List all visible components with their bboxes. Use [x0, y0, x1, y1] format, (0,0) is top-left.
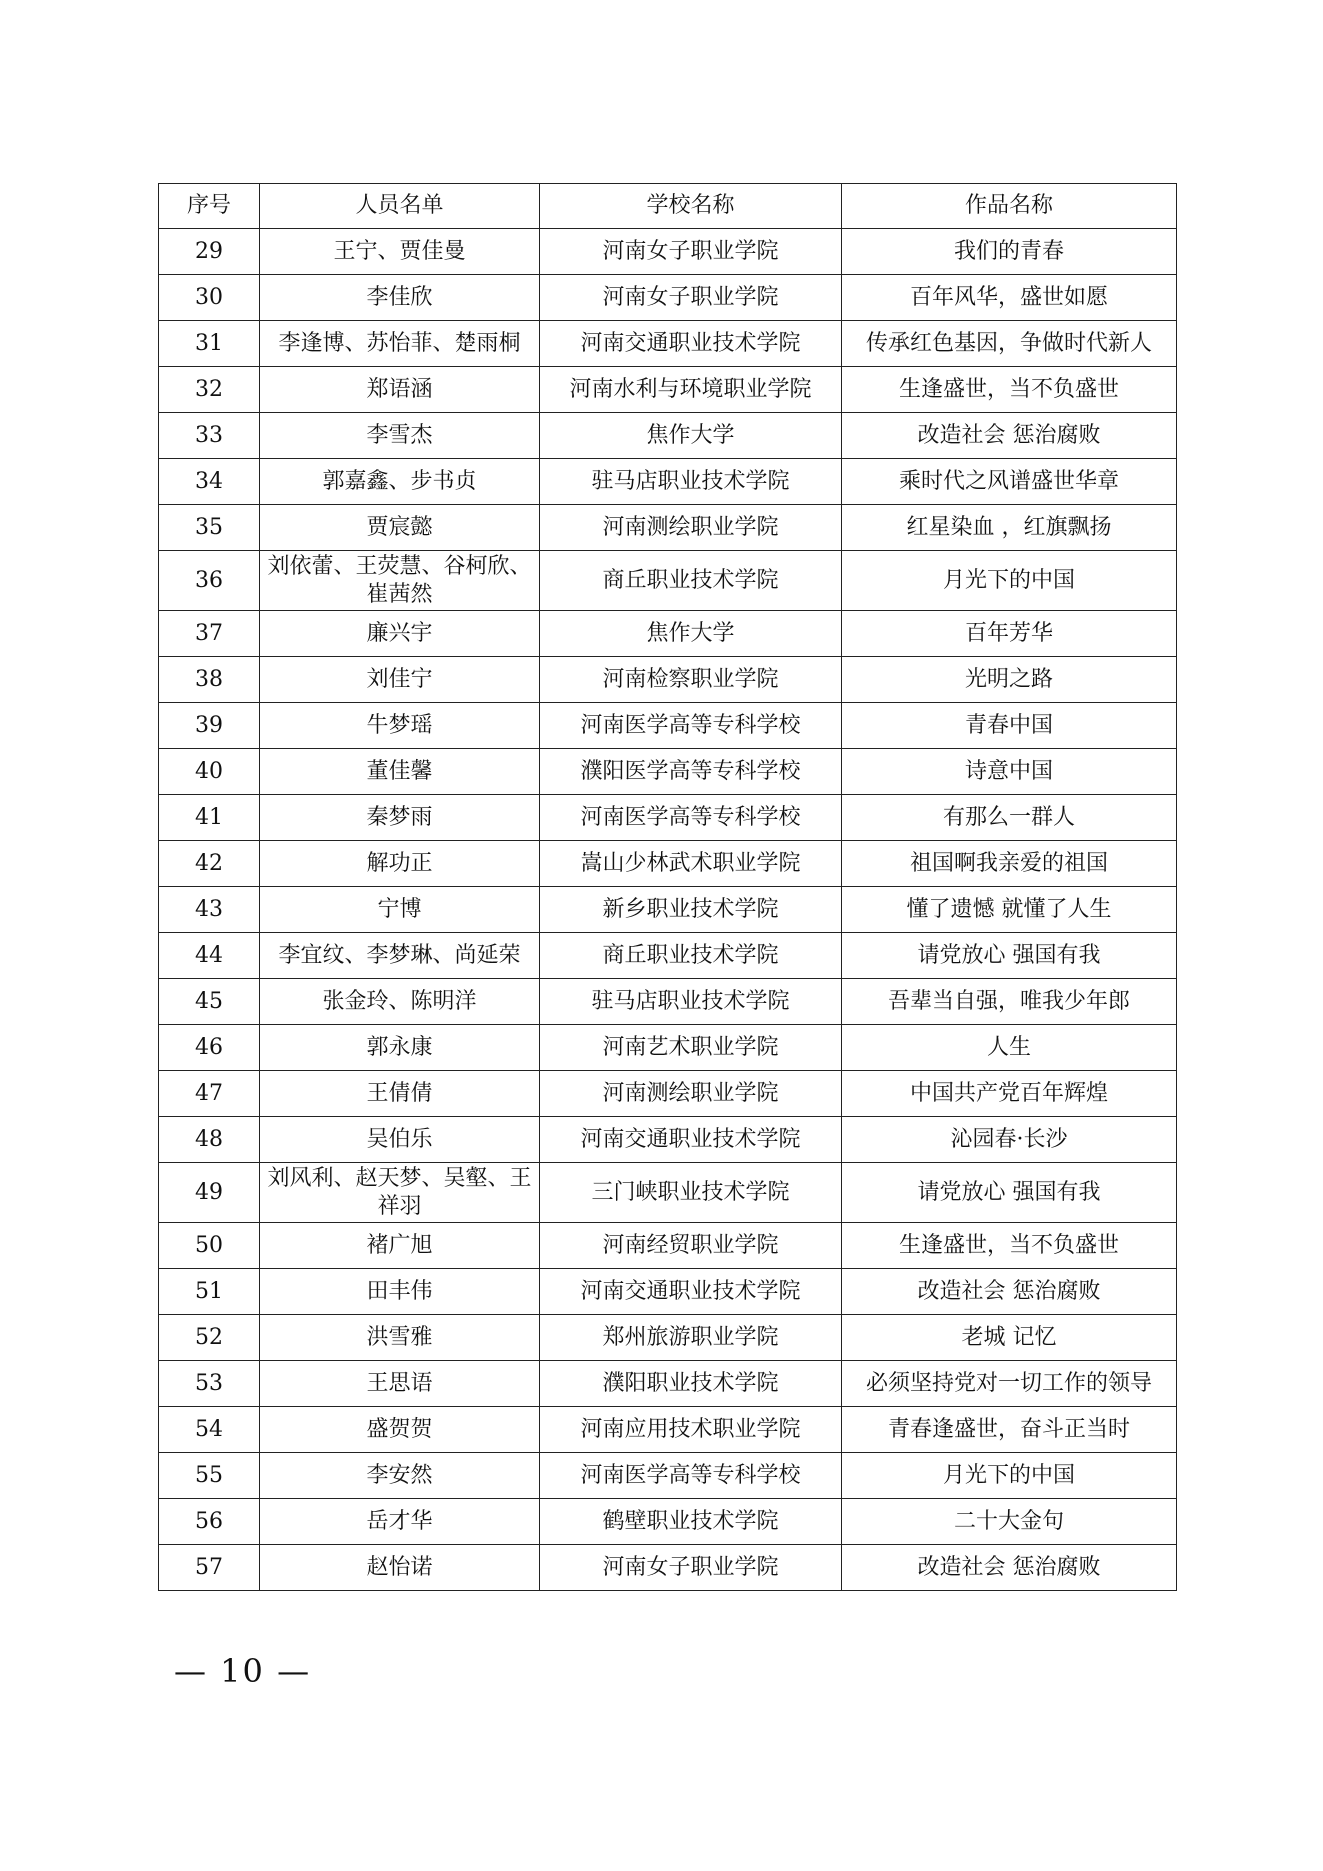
cell-school: 嵩山少林武术职业学院: [540, 841, 842, 887]
cell-index: 42: [159, 841, 260, 887]
cell-school: 焦作大学: [540, 413, 842, 459]
table-row: [159, 505, 1177, 551]
cell-school: 焦作大学: [540, 611, 842, 657]
table-row: [159, 1163, 1177, 1223]
cell-index: 48: [159, 1117, 260, 1163]
table-row: [159, 795, 1177, 841]
cell-school: 河南应用技术职业学院: [540, 1407, 842, 1453]
cell-members: 王思语: [260, 1361, 540, 1407]
cell-index: 47: [159, 1071, 260, 1117]
table-row: [159, 1499, 1177, 1545]
cell-index: 44: [159, 933, 260, 979]
cell-index: 53: [159, 1361, 260, 1407]
cell-school: 河南女子职业学院: [540, 1545, 842, 1591]
cell-index: 29: [159, 229, 260, 275]
cell-work-title: 生逢盛世，当不负盛世: [842, 1223, 1177, 1269]
cell-members: 宁博: [260, 887, 540, 933]
cell-work-title: 改造社会 惩治腐败: [842, 413, 1177, 459]
table-row: [159, 749, 1177, 795]
cell-members: 李佳欣: [260, 275, 540, 321]
table-row: [159, 887, 1177, 933]
cell-members: 田丰伟: [260, 1269, 540, 1315]
cell-members: 褚广旭: [260, 1223, 540, 1269]
table-row: [159, 1315, 1177, 1361]
cell-work-title: 请党放心 强国有我: [842, 1163, 1177, 1223]
cell-index: 51: [159, 1269, 260, 1315]
cell-work-title: 乘时代之风谱盛世华章: [842, 459, 1177, 505]
cell-school: 濮阳职业技术学院: [540, 1361, 842, 1407]
cell-school: 河南女子职业学院: [540, 229, 842, 275]
cell-members: 赵怡诺: [260, 1545, 540, 1591]
table-row: [159, 841, 1177, 887]
cell-members: 王宁、贾佳曼: [260, 229, 540, 275]
cell-work-title: 中国共产党百年辉煌: [842, 1071, 1177, 1117]
table-row: [159, 1269, 1177, 1315]
header-work-title: 作品名称: [842, 184, 1177, 229]
cell-school: 河南交通职业技术学院: [540, 1117, 842, 1163]
cell-work-title: 必须坚持党对一切工作的领导: [842, 1361, 1177, 1407]
cell-members: 李宜纹、李梦琳、尚延荣: [260, 933, 540, 979]
cell-members: 廉兴宇: [260, 611, 540, 657]
table-row: [159, 367, 1177, 413]
cell-school: 商丘职业技术学院: [540, 933, 842, 979]
cell-work-title: 月光下的中国: [842, 1453, 1177, 1499]
cell-members: 张金玲、陈明洋: [260, 979, 540, 1025]
cell-members: 解功正: [260, 841, 540, 887]
cell-members: 李安然: [260, 1453, 540, 1499]
table-row: [159, 979, 1177, 1025]
cell-index: 45: [159, 979, 260, 1025]
cell-school: 濮阳医学高等专科学校: [540, 749, 842, 795]
table-row: [159, 229, 1177, 275]
cell-index: 49: [159, 1163, 260, 1223]
cell-members: 吴伯乐: [260, 1117, 540, 1163]
cell-school: 郑州旅游职业学院: [540, 1315, 842, 1361]
table-row: [159, 321, 1177, 367]
cell-school: 驻马店职业技术学院: [540, 979, 842, 1025]
cell-school: 河南交通职业技术学院: [540, 1269, 842, 1315]
cell-work-title: 诗意中国: [842, 749, 1177, 795]
cell-work-title: 祖国啊我亲爱的祖国: [842, 841, 1177, 887]
table-row: [159, 1407, 1177, 1453]
cell-work-title: 传承红色基因，争做时代新人: [842, 321, 1177, 367]
cell-members: 贾宸懿: [260, 505, 540, 551]
cell-work-title: 懂了遗憾 就懂了人生: [842, 887, 1177, 933]
cell-work-title: 人生: [842, 1025, 1177, 1071]
cell-index: 52: [159, 1315, 260, 1361]
table-row: [159, 1025, 1177, 1071]
cell-work-title: 红星染血 ，红旗飘扬: [842, 505, 1177, 551]
table-body: [159, 229, 1177, 1591]
cell-members: 李雪杰: [260, 413, 540, 459]
cell-index: 34: [159, 459, 260, 505]
cell-school: 河南测绘职业学院: [540, 505, 842, 551]
cell-school: 商丘职业技术学院: [540, 551, 842, 611]
cell-members: 董佳馨: [260, 749, 540, 795]
cell-members: 李逢博、苏怡菲、楚雨桐: [260, 321, 540, 367]
cell-members: 郭嘉鑫、步书贞: [260, 459, 540, 505]
cell-work-title: 改造社会 惩治腐败: [842, 1269, 1177, 1315]
cell-index: 57: [159, 1545, 260, 1591]
cell-index: 38: [159, 657, 260, 703]
table-row: [159, 611, 1177, 657]
cell-work-title: 请党放心 强国有我: [842, 933, 1177, 979]
table-row: [159, 459, 1177, 505]
cell-work-title: 沁园春·长沙: [842, 1117, 1177, 1163]
table-row: [159, 551, 1177, 611]
cell-members: 刘佳宁: [260, 657, 540, 703]
cell-index: 35: [159, 505, 260, 551]
cell-members: 秦梦雨: [260, 795, 540, 841]
cell-school: 三门峡职业技术学院: [540, 1163, 842, 1223]
cell-index: 55: [159, 1453, 260, 1499]
cell-school: 河南医学高等专科学校: [540, 1453, 842, 1499]
entries-table: [158, 183, 1177, 1591]
cell-members: 刘风利、赵天梦、吴壑、王祥羽: [260, 1163, 540, 1223]
cell-index: 50: [159, 1223, 260, 1269]
cell-work-title: 百年芳华: [842, 611, 1177, 657]
cell-members: 洪雪雅: [260, 1315, 540, 1361]
cell-school: 驻马店职业技术学院: [540, 459, 842, 505]
cell-work-title: 二十大金句: [842, 1499, 1177, 1545]
cell-school: 新乡职业技术学院: [540, 887, 842, 933]
cell-school: 河南测绘职业学院: [540, 1071, 842, 1117]
cell-index: 41: [159, 795, 260, 841]
cell-index: 56: [159, 1499, 260, 1545]
cell-members: 王倩倩: [260, 1071, 540, 1117]
table-row: [159, 703, 1177, 749]
table-row: [159, 1453, 1177, 1499]
cell-index: 39: [159, 703, 260, 749]
cell-index: 31: [159, 321, 260, 367]
header-school: 学校名称: [540, 184, 842, 229]
cell-work-title: 改造社会 惩治腐败: [842, 1545, 1177, 1591]
table-row: [159, 933, 1177, 979]
cell-school: 河南经贸职业学院: [540, 1223, 842, 1269]
cell-index: 43: [159, 887, 260, 933]
cell-work-title: 青春中国: [842, 703, 1177, 749]
table-row: [159, 1117, 1177, 1163]
table-row: [159, 1223, 1177, 1269]
cell-index: 54: [159, 1407, 260, 1453]
cell-index: 46: [159, 1025, 260, 1071]
table-row: [159, 657, 1177, 703]
header-index: 序号: [159, 184, 260, 229]
cell-members: 岳才华: [260, 1499, 540, 1545]
table-header-row: [159, 184, 1177, 229]
table-row: [159, 275, 1177, 321]
cell-index: 32: [159, 367, 260, 413]
cell-school: 河南医学高等专科学校: [540, 703, 842, 749]
cell-index: 37: [159, 611, 260, 657]
cell-work-title: 月光下的中国: [842, 551, 1177, 611]
table-row: [159, 1361, 1177, 1407]
table-row: [159, 413, 1177, 459]
cell-members: 郭永康: [260, 1025, 540, 1071]
cell-work-title: 生逢盛世，当不负盛世: [842, 367, 1177, 413]
cell-members: 盛贺贺: [260, 1407, 540, 1453]
cell-school: 河南艺术职业学院: [540, 1025, 842, 1071]
table-row: [159, 1071, 1177, 1117]
table-row: [159, 1545, 1177, 1591]
cell-school: 河南水利与环境职业学院: [540, 367, 842, 413]
cell-school: 河南交通职业技术学院: [540, 321, 842, 367]
cell-members: 牛梦瑶: [260, 703, 540, 749]
cell-index: 36: [159, 551, 260, 611]
cell-members: 郑语涵: [260, 367, 540, 413]
cell-school: 河南检察职业学院: [540, 657, 842, 703]
header-members: 人员名单: [260, 184, 540, 229]
cell-school: 鹤壁职业技术学院: [540, 1499, 842, 1545]
cell-work-title: 百年风华，盛世如愿: [842, 275, 1177, 321]
cell-work-title: 吾辈当自强，唯我少年郎: [842, 979, 1177, 1025]
cell-index: 40: [159, 749, 260, 795]
cell-work-title: 我们的青春: [842, 229, 1177, 275]
cell-school: 河南女子职业学院: [540, 275, 842, 321]
cell-work-title: 有那么一群人: [842, 795, 1177, 841]
cell-index: 30: [159, 275, 260, 321]
cell-work-title: 老城 记忆: [842, 1315, 1177, 1361]
page-number: — 10 —: [174, 1652, 312, 1690]
cell-school: 河南医学高等专科学校: [540, 795, 842, 841]
cell-index: 33: [159, 413, 260, 459]
cell-work-title: 光明之路: [842, 657, 1177, 703]
cell-work-title: 青春逢盛世，奋斗正当时: [842, 1407, 1177, 1453]
cell-members: 刘依蕾、王荧慧、谷柯欣、崔茜然: [260, 551, 540, 611]
